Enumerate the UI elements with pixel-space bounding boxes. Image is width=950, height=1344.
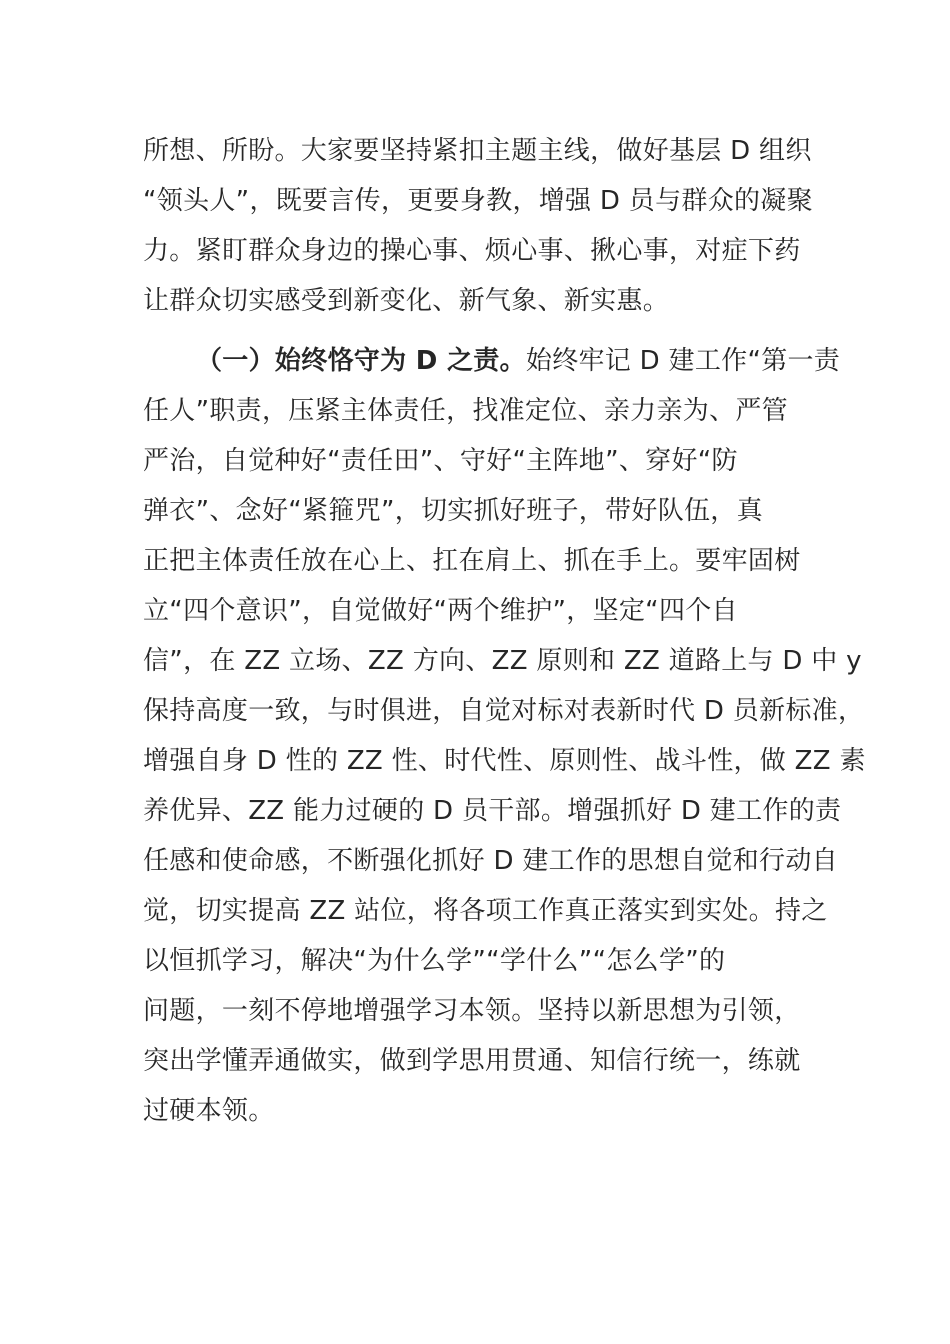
paragraph-2-line-6: 立“四个意识”，自觉做好“两个维护”，坚定“四个自 — [143, 596, 738, 626]
paragraph-2-line-1-text: 始终牢记 D 建工作“第一责 — [525, 346, 841, 376]
paragraph-2-line-1 — [196, 344, 840, 378]
paragraph-2-line-16: 过硬本领。 — [143, 1096, 275, 1126]
paragraph-2-line-9: 增强自身 D 性的 ZZ 性、时代性、原则性、战斗性，做 ZZ 素 — [143, 746, 866, 776]
paragraph-2-line-8: 保持高度一致，与时俱进，自觉对标对表新时代 D 员新标准， — [143, 696, 865, 726]
paragraph-1-line-3: 力。紧盯群众身边的操心事、烦心事、揪心事，对症下药 — [143, 236, 801, 266]
paragraph-1-line-1: 所想、所盼。大家要坚持紧扣主题主线，做好基层 D 组织 — [143, 136, 812, 166]
paragraph-2-line-10: 养优异、ZZ 能力过硬的 D 员干部。增强抓好 D 建工作的责 — [143, 796, 842, 826]
paragraph-1-line-4: 让群众切实感受到新变化、新气象、新实惠。 — [143, 286, 670, 316]
paragraph-2-line-12: 觉，切实提高 ZZ 站位，将各项工作真正落实到实处。持之 — [143, 896, 828, 926]
paragraph-2-line-2: 任人”职责，压紧主体责任，找准定位、亲力亲为、严管 — [143, 396, 788, 426]
section-heading: （一）始终恪守为 D 之责。 — [196, 346, 526, 376]
paragraph-1-line-2: “领头人”，既要言传，更要身教，增强 D 员与群众的凝聚 — [143, 186, 813, 216]
paragraph-2-line-5: 正把主体责任放在心上、扛在肩上、抓在手上。要牢固树 — [143, 546, 801, 576]
paragraph-2-line-14: 问题，一刻不停地增强学习本领。坚持以新思想为引领， — [143, 996, 801, 1026]
paragraph-2-line-13: 以恒抓学习，解决“为什么学”“学什么”“怎么学”的 — [143, 946, 726, 976]
paragraph-2-line-3: 严治，自觉种好“责任田”、守好“主阵地”、穿好“防 — [143, 446, 738, 476]
paragraph-2-line-7: 信”，在 ZZ 立场、ZZ 方向、ZZ 原则和 ZZ 道路上与 D 中 y — [143, 646, 862, 676]
paragraph-2-line-11: 任感和使命感，不断强化抓好 D 建工作的思想自觉和行动自 — [143, 846, 838, 876]
paragraph-2-line-4: 弹衣”、念好“紧箍咒”，切实抓好班子，带好队伍，真 — [143, 496, 763, 526]
paragraph-2-line-15: 突出学懂弄通做实，做到学思用贯通、知信行统一，练就 — [143, 1046, 801, 1076]
